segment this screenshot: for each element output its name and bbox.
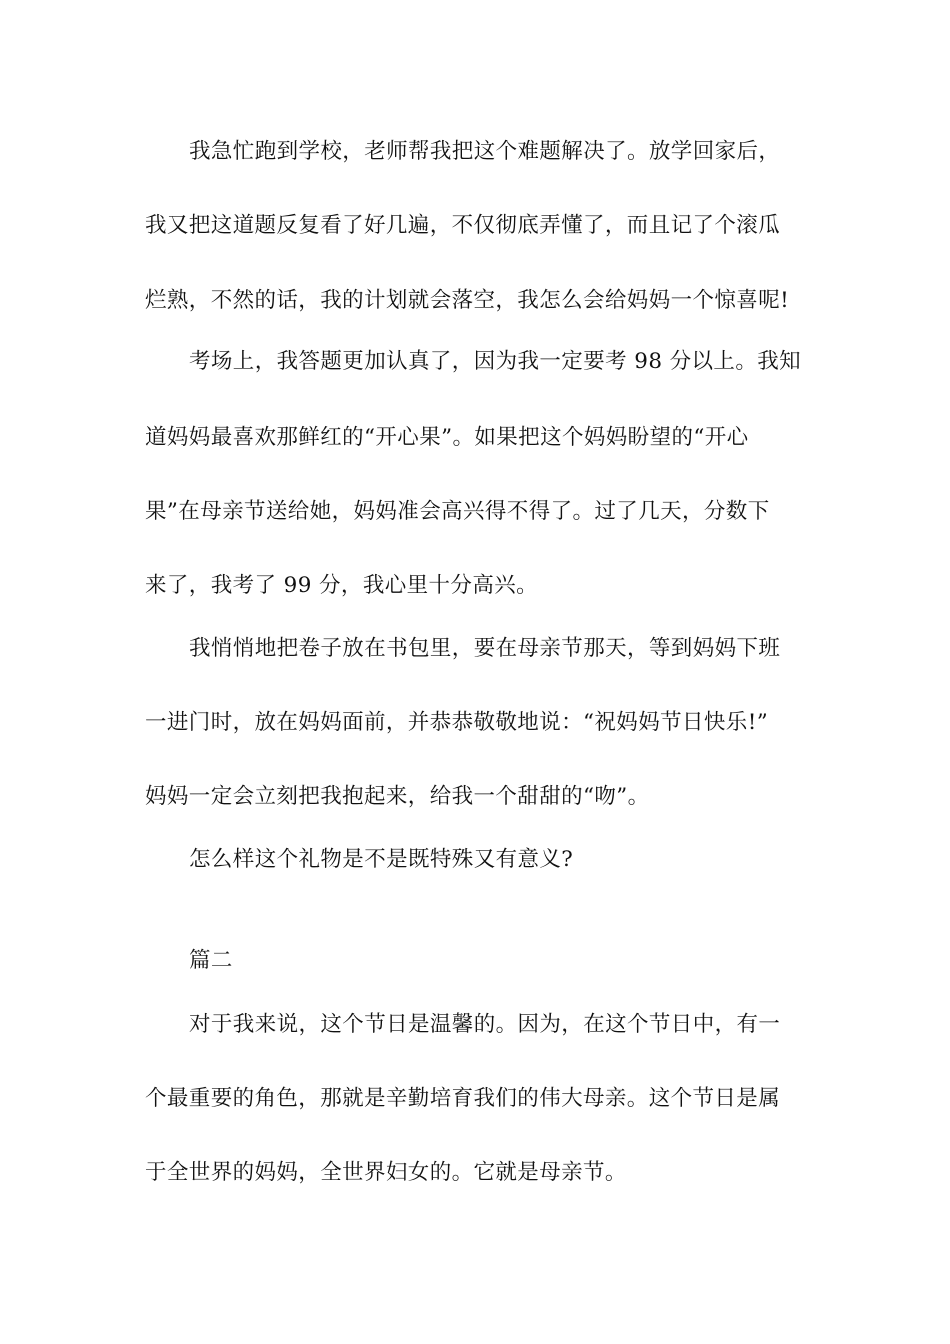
- paragraph-line: 来了，我考了 99 分，我心里十分高兴。: [145, 573, 539, 598]
- paragraph-line: 个最重要的角色，那就是辛勤培育我们的伟大母亲。这个节日是属: [145, 1086, 781, 1111]
- paragraph-line: 道妈妈最喜欢那鲜红的“开心果”。如果把这个妈妈盼望的“开心: [145, 425, 749, 450]
- paragraph-line: 妈妈一定会立刻把我抱起来，给我一个甜甜的“吻”。: [145, 784, 650, 809]
- paragraph-line: 于全世界的妈妈，全世界妇女的。它就是母亲节。: [145, 1160, 627, 1185]
- paragraph-line: 我又把这道题反复看了好几遍，不仅彻底弄懂了，而且记了个滚瓜: [145, 213, 781, 238]
- paragraph-line: 果”在母亲节送给她，妈妈准会高兴得不得了。过了几天，分数下: [145, 499, 770, 524]
- paragraph-line: 考场上，我答题更加认真了，因为我一定要考 98 分以上。我知: [189, 349, 802, 374]
- paragraph-line: 我急忙跑到学校，老师帮我把这个难题解决了。放学回家后，: [189, 139, 781, 164]
- paragraph-line: 我悄悄地把卷子放在书包里，要在母亲节那天，等到妈妈下班: [189, 636, 781, 661]
- paragraph-line: 烂熟，不然的话，我的计划就会落空，我怎么会给妈妈一个惊喜呢!: [145, 288, 790, 313]
- section-heading: 篇二: [189, 948, 233, 973]
- paragraph-line: 对于我来说，这个节日是温馨的。因为，在这个节日中，有一: [189, 1012, 781, 1037]
- paragraph-line: 一进门时，放在妈妈面前，并恭恭敬敬地说：“祝妈妈节日快乐!”: [145, 710, 769, 735]
- paragraph-line: 怎么样这个礼物是不是既特殊又有意义?: [189, 847, 574, 872]
